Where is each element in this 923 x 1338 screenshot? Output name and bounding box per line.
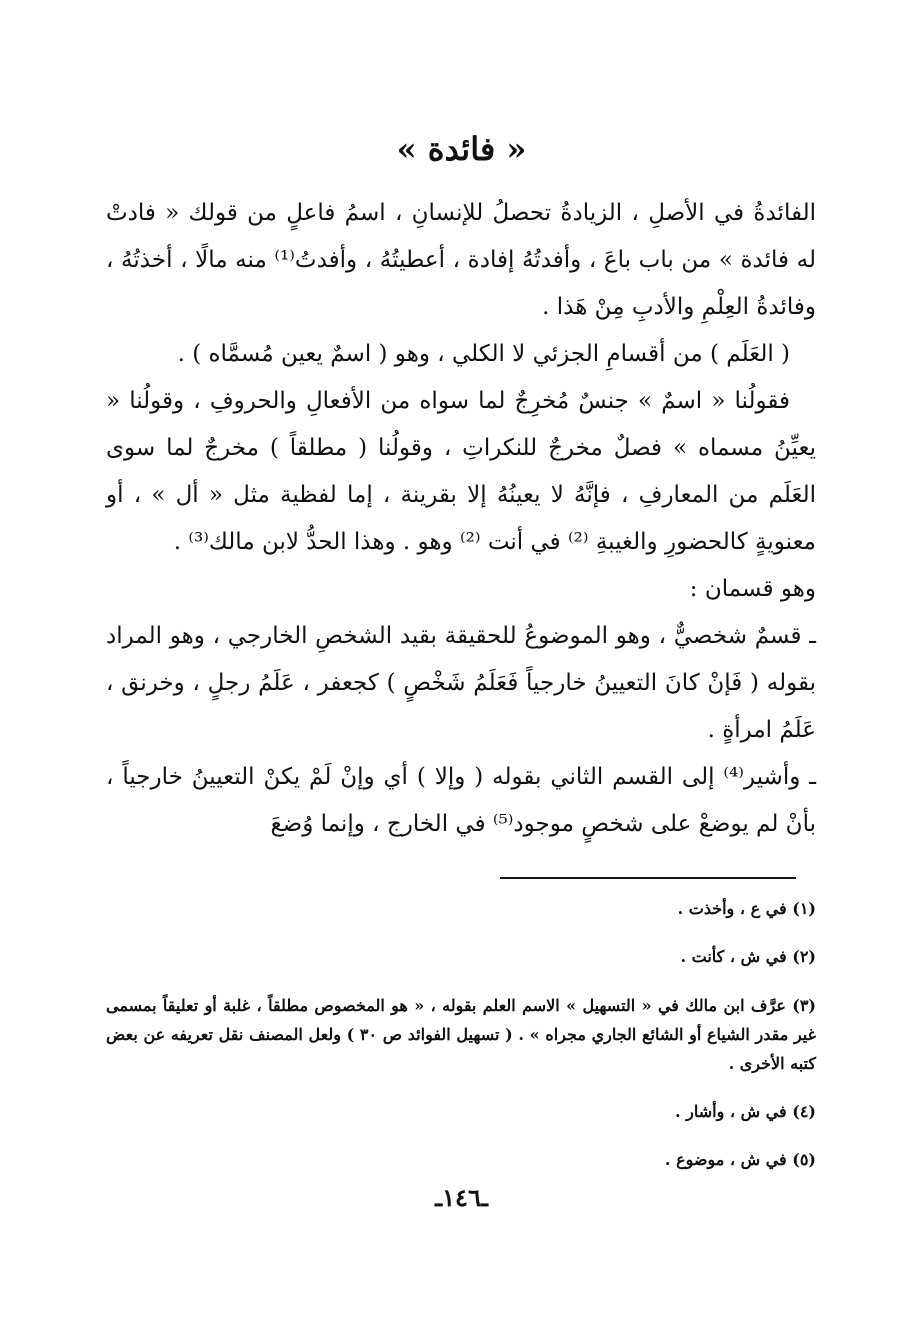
paragraph: ( العَلَم ) من أقسامِ الجزئي لا الكلي ، وهو ( اسمٌ يعين مُسمَّاه ) . — [177, 341, 790, 367]
footnote: (٤) في ش ، وأشار . — [674, 1102, 816, 1121]
paragraph: ـ وأشير⁽⁴⁾ إلى القسم الثاني بقوله ( وإلا ) أي وإنْ لَمْ يكنْ التعيينُ خارجياً ، بأنْ لم يوضعْ على شخصٍ موجود⁽⁵⁾ في الخارج ، وإنما وُضعَ — [106, 764, 816, 837]
footnotes — [106, 895, 816, 1194]
footnote: (٥) في ش ، موضوع . — [664, 1150, 816, 1169]
footnote: (٢) في ش ، كأنت . — [680, 947, 816, 966]
paragraph: فقولُنا « اسمٌ » جنسٌ مُخرِجٌ لما سواه من الأفعالِ والحروفِ ، وقولُنا « يعيِّنُ مسماه » فصلٌ مخرجٌ للنكراتِ ، وقولُنا ( مطلقاً ) مخرجٌ لما سوى العَلَم من المعارفِ ، فإنَّهُ لا يعينُهُ إلا بقرينة ، إما لفظية مثل « أل » ، أو معنويةٍ كالحضورِ والغيبةِ ⁽²⁾ في أنت ⁽²⁾ وهو . وهذا الحدُّ لابن مالك⁽³⁾ . — [106, 388, 816, 555]
page-number: ـ١٤٦ـ — [435, 1183, 488, 1212]
paragraph: ـ قسمٌ شخصيٌّ ، وهو الموضوعُ للحقيقة بقيد الشخصِ الخارجي ، وهو المراد بقوله ( فَإنْ كانَ التعيينُ خارجياً فَعَلَمُ شَخْصٍ ) كجعفر ، عَلَمُ رجلٍ ، وخرنق ، عَلَمُ امرأةٍ . — [106, 623, 816, 743]
paragraph: وهو قسمان : — [689, 576, 816, 602]
footnote: (١) في ع ، وأخذت . — [677, 899, 816, 918]
footnote: (٣) عرَّف ابن مالك في « التسهيل » الاسم العلم بقوله ، « هو المخصوص مطلقاً ، غلبة أو تعليقاً بمسمى غير مقدر الشياع أو الشائع الجاري مجراه » . ( تسهيل الفوائد ص ٣٠ ) ولعل المصنف نقل تعريفه عن بعض كتبه الأخرى . — [106, 996, 817, 1073]
footnote-separator — [500, 877, 796, 879]
paragraph: الفائدةُ في الأصلِ ، الزيادةُ تحصلُ للإنسانِ ، اسمُ فاعلٍ من قولك « فادتْ له فائدة » من باب باعَ ، وأفدتُهُ إفادة ، أعطيتُهُ ، وأفدتُ⁽¹⁾ منه مالًا ، أخذتُهُ ، وفائدةُ العِلْمِ والأدبِ مِنْ هَذا . — [106, 200, 816, 320]
main-text — [106, 190, 816, 848]
section-heading: « فائدة » — [396, 130, 527, 168]
